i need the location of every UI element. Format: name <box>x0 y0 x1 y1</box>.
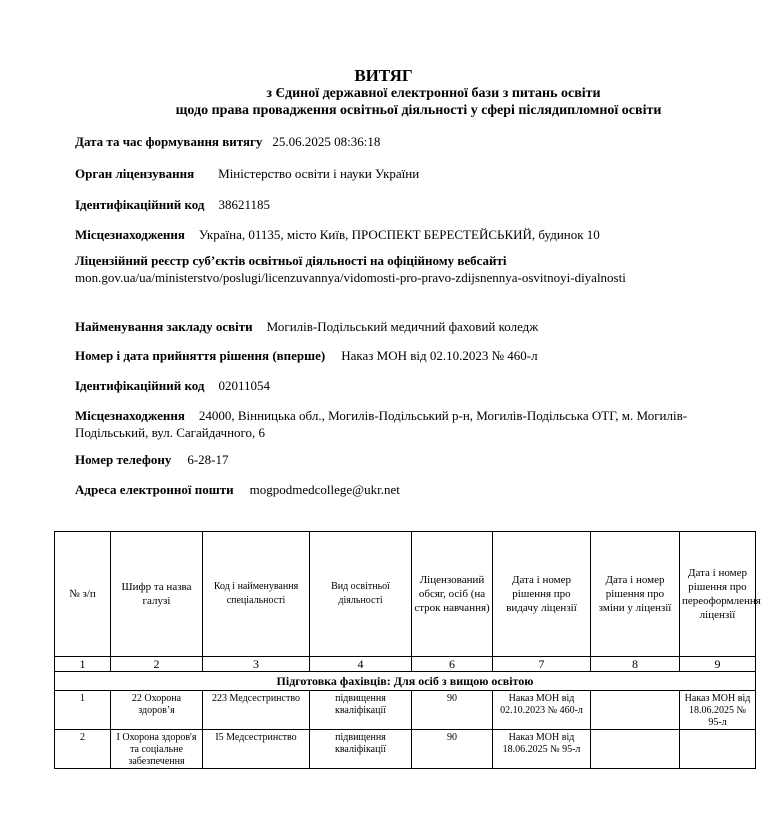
column-number: 2 <box>111 657 203 672</box>
authority-code-value: 38621185 <box>218 197 271 212</box>
authority-address-value: Україна, 01135, місто Київ, ПРОСПЕКТ БЕРЕСТЕЙСЬКИЙ, будинок 10 <box>198 227 600 242</box>
reissue-decision-cell: Наказ МОН від 18.06.2025 № 95-л <box>680 691 756 730</box>
email-field <box>75 481 755 498</box>
phone-field <box>75 451 755 468</box>
institution-label: Найменування закладу освіти <box>75 319 253 334</box>
document-subtitle: з Єдиної державної електронної бази з питань освіти <box>266 86 601 101</box>
institution-code-value: 02011054 <box>218 378 271 393</box>
institution-value: Могилів-Подільський медичний фаховий коледж <box>266 319 539 334</box>
header-cell: Ліцензований обсяг, осіб (на строк навчання) <box>412 532 493 657</box>
authority-address-label: Місцезнаходження <box>75 227 185 242</box>
datetime-field <box>75 133 755 150</box>
phone-label: Номер телефону <box>75 452 172 467</box>
change-decision-cell <box>591 691 680 730</box>
email-label: Адреса електронної пошти <box>75 482 234 497</box>
registry-label: Ліцензійний реєстр суб’єктів освітньої діяльності на офіційному вебсайті <box>75 253 507 268</box>
volume-cell: 90 <box>412 691 493 730</box>
branch-cell: 22 Охорона здоров’я <box>111 691 203 730</box>
table-header-row <box>55 532 756 657</box>
institution-code-field <box>75 377 755 394</box>
email-value[interactable]: mogpodmedcollege@ukr.net <box>249 482 400 497</box>
authority-field <box>75 165 755 182</box>
authority-code-field <box>75 196 755 213</box>
phone-value: 6-28-17 <box>187 452 229 467</box>
registry-field <box>75 252 755 286</box>
institution-code-label: Ідентифікаційний код <box>75 378 205 393</box>
header-cell: № з/п <box>55 532 111 657</box>
header-cell: Вид освітньої діяльності <box>310 532 412 657</box>
document-subtitle-2: щодо права провадження освітньої діяльності у сфері післядипломної освіти <box>175 103 662 118</box>
license-table <box>54 531 761 769</box>
row-number: 2 <box>55 730 111 769</box>
specialty-cell: I5 Медсестринство <box>203 730 310 769</box>
change-decision-cell <box>591 730 680 769</box>
column-number: 9 <box>680 657 756 672</box>
decision-label: Номер і дата прийняття рішення (вперше) <box>75 348 326 363</box>
authority-address-field <box>75 226 755 243</box>
authority-code-label: Ідентифікаційний код <box>75 197 205 212</box>
column-number: 1 <box>55 657 111 672</box>
column-number: 6 <box>412 657 493 672</box>
activity-cell: підвищення кваліфікації <box>310 691 412 730</box>
registry-link[interactable]: mon.gov.ua/ua/ministerstvo/poslugi/licenzuvannya/vidomosti-pro-pravo-zdijsnennya-osvitnoyi-diyalnosti <box>75 270 626 285</box>
issue-decision-cell: Наказ МОН від 18.06.2025 № 95-л <box>493 730 591 769</box>
reissue-decision-cell <box>680 730 756 769</box>
header-cell: Шифр та назва галузі <box>111 532 203 657</box>
datetime-value: 25.06.2025 08:36:18 <box>272 134 381 149</box>
activity-cell: підвищення кваліфікації <box>310 730 412 769</box>
column-number: 8 <box>591 657 680 672</box>
header-cell: Дата і номер рішення про переоформлення ліцензії <box>680 532 756 657</box>
table-row <box>55 730 756 769</box>
column-number: 3 <box>203 657 310 672</box>
column-number: 4 <box>310 657 412 672</box>
institution-address-label: Місцезнаходження <box>75 408 185 423</box>
table-row <box>55 691 756 730</box>
institution-address-field <box>75 407 743 441</box>
institution-field <box>75 318 755 335</box>
branch-cell: I Охорона здоров'я та соціальне забезпечення <box>111 730 203 769</box>
volume-cell: 90 <box>412 730 493 769</box>
document-title: ВИТЯГ <box>354 66 413 85</box>
datetime-label: Дата та час формування витягу <box>75 134 263 149</box>
section-row <box>55 672 756 691</box>
specialty-cell: 223 Медсестринство <box>203 691 310 730</box>
column-number-row <box>55 657 756 672</box>
row-number: 1 <box>55 691 111 730</box>
header-cell: Дата і номер рішення про видачу ліцензії <box>493 532 591 657</box>
decision-value: Наказ МОН від 02.10.2023 № 460-л <box>341 348 538 363</box>
authority-label: Орган ліцензування <box>75 166 195 181</box>
section-title: Підготовка фахівців: Для осіб з вищою освітою <box>55 672 756 691</box>
issue-decision-cell: Наказ МОН від 02.10.2023 № 460-л <box>493 691 591 730</box>
header-cell: Код і найменування спеціальності <box>203 532 310 657</box>
column-number: 7 <box>493 657 591 672</box>
header-cell: Дата і номер рішення про зміни у ліцензії <box>591 532 680 657</box>
decision-field <box>75 347 755 364</box>
authority-value: Міністерство освіти і науки України <box>218 166 420 181</box>
institution-address-value: 24000, Вінницька обл., Могилів-Подільський р-н, Могилів-Подільська ОТГ, м. Могилів-Подільський, вул. Сагайдачного, 6 <box>75 408 688 440</box>
